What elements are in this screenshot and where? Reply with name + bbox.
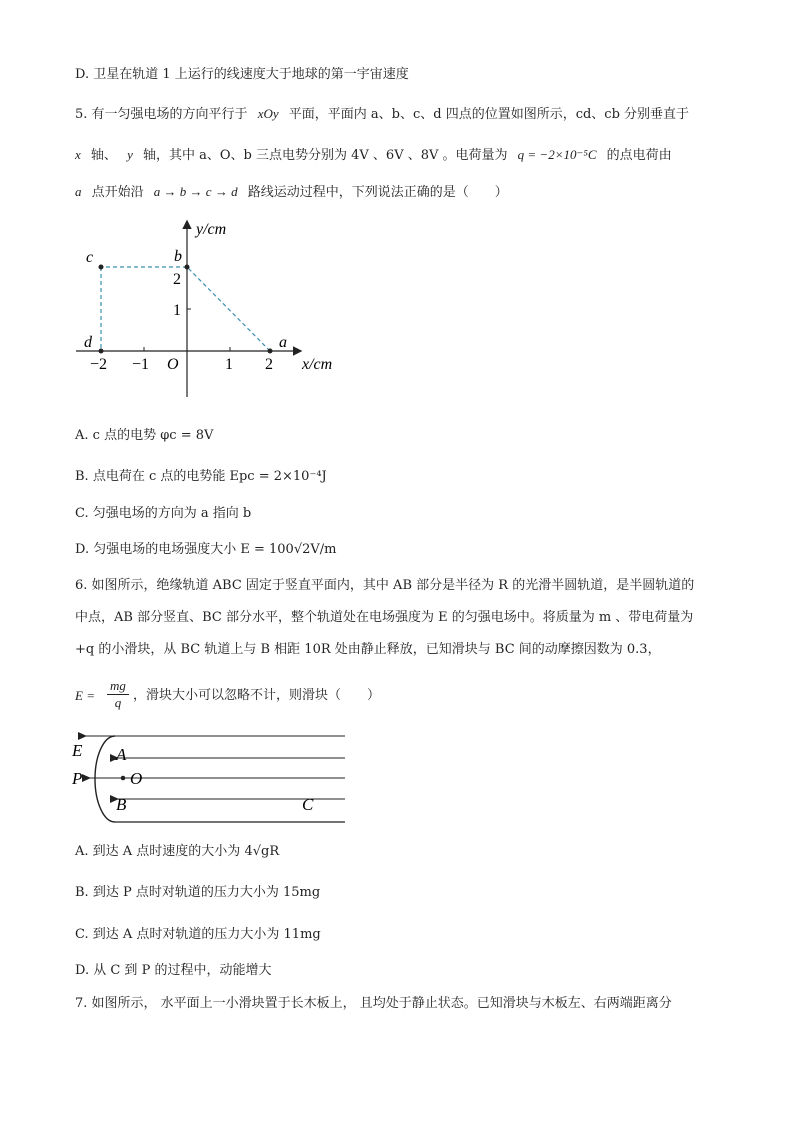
q6-line-2: 中点，AB 部分竖直、BC 部分水平，整个轨道处在电场强度为 E 的匀强电场中。将质量为 m 、带电荷量为	[75, 610, 694, 625]
label-p: P	[72, 769, 83, 788]
x-tick-1: 1	[225, 356, 233, 373]
q6-line-1: 6. 如图所示，绝缘轨道 ABC 固定于竖直平面内，其中 AB 部分是半径为 R 的光滑半圆轨道，是半圆轨道的	[75, 578, 695, 593]
y-axis-label: y/cm	[196, 221, 227, 238]
q5-option-b: B. 点电荷在 c 点的电势能 Epc = 2×10⁻⁴J	[75, 469, 327, 484]
point-c-dot	[99, 265, 104, 270]
q6-option-a: A. 到达 A 点时速度的大小为 4√gR	[75, 844, 280, 859]
point-d-dot	[99, 349, 104, 354]
q5-option-d: D. 匀强电场的电场强度大小 E = 100√2V/m	[75, 542, 337, 557]
label-c: C	[302, 795, 314, 814]
q7-line-1: 7. 如图所示， 水平面上一小滑块置于长木板上， 且均处于静止状态。已知滑块与木板左、右两端距离分	[75, 996, 672, 1011]
q6-option-c: C. 到达 A 点时对轨道的压力大小为 11mg	[75, 927, 321, 942]
label-e: E	[72, 741, 83, 760]
q5-option-c: C. 匀强电场的方向为 a 指向 b	[75, 506, 252, 521]
label-o: O	[130, 769, 143, 788]
point-a-dot	[268, 349, 273, 354]
q6-track-figure	[70, 728, 350, 828]
origin-label: O	[167, 356, 179, 373]
track-semicircle	[95, 736, 115, 822]
formula-fraction: mg q	[107, 678, 129, 711]
q6-line-3: +q 的小滑块，从 BC 轨道上与 B 相距 10R 处由静止释放，已知滑块与 BC 间的动摩擦因数为 0.3，	[75, 642, 661, 657]
q6-option-d: D. 从 C 到 P 的过程中，动能增大	[75, 963, 272, 978]
q5-line-2: x 轴、 y 轴，其中 a、O、b 三点电势分别为 4V 、6V 、8V 。电荷量为 q = −2×10⁻⁵C 的点电荷由	[75, 147, 672, 163]
point-b-label: b	[174, 248, 182, 265]
q5-coordinate-figure	[70, 212, 360, 402]
q5-line-3: a 点开始沿 a → b → c → d 路线运动过程中，下列说法正确的是（ ）	[75, 184, 508, 200]
y-tick-2: 2	[173, 271, 181, 288]
center-o-dot	[121, 776, 126, 781]
x-axis-label: x/cm	[302, 356, 333, 373]
segment-a-b	[187, 267, 270, 351]
point-c-label: c	[86, 249, 94, 266]
label-a: A	[116, 745, 127, 764]
q5-line-1: 5. 有一匀强电场的方向平行于 xOy 平面，平面内 a、b、c、d 四点的位置如图所示，cd、cb 分别垂直于	[75, 106, 690, 122]
x-tick-neg2: −2	[90, 356, 108, 373]
q4-option-d: D. 卫星在轨道 1 上运行的线速度大于地球的第一宇宙速度	[75, 67, 409, 82]
q6-option-b: B. 到达 P 点时对轨道的压力大小为 15mg	[75, 885, 321, 900]
x-tick-neg1: −1	[132, 356, 150, 373]
point-a-label: a	[279, 334, 287, 351]
point-b-dot	[185, 265, 190, 270]
formula-lhs: E =	[75, 688, 95, 703]
q5-option-a: A. c 点的电势 φc = 8V	[75, 428, 214, 443]
x-tick-2: 2	[265, 356, 273, 373]
point-d-label: d	[84, 334, 92, 351]
label-b: B	[116, 795, 127, 814]
y-tick-1: 1	[173, 302, 181, 319]
